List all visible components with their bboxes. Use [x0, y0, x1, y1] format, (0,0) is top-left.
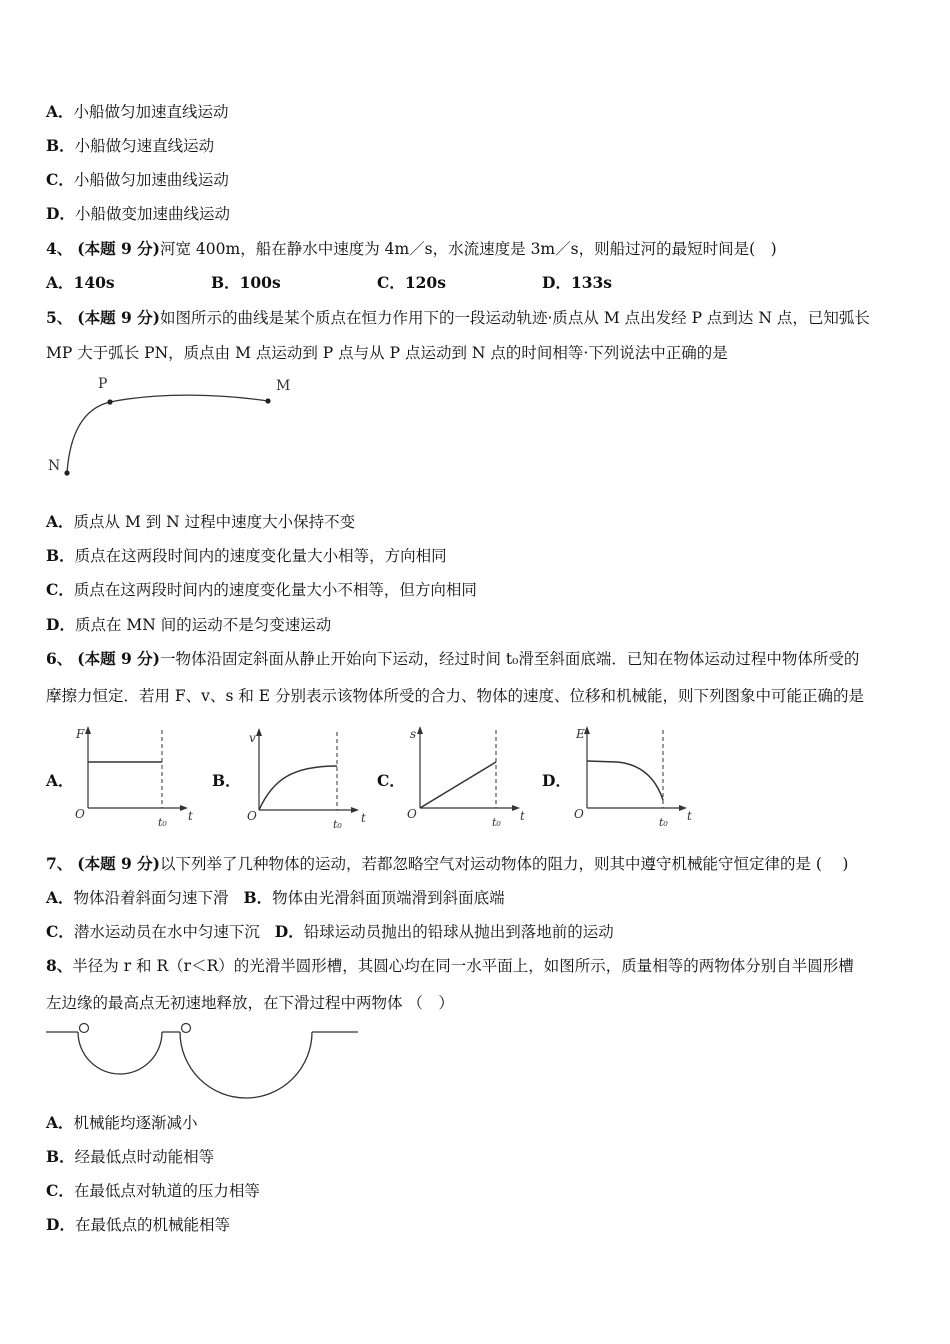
q6-c-t0: t₀ — [492, 816, 501, 829]
q6-graph-a — [72, 724, 202, 832]
q5-label-p: P — [98, 376, 108, 392]
q5-option-a: A．质点从 M 到 N 过程中速度大小保持不变 — [46, 512, 356, 531]
q6-graph-a-letter: A． — [46, 771, 74, 790]
q7-options-row1 — [46, 887, 505, 909]
q5-trajectory-curve — [67, 395, 268, 473]
q4-option-d: D．133s — [542, 273, 613, 292]
q6-a-ylabel: F — [76, 727, 85, 741]
q4-option-a: A．140s — [46, 273, 115, 292]
q7-option-a: A．物体沿着斜面匀速下滑 — [46, 888, 229, 907]
q3-option-d: D．小船做变加速曲线运动 — [46, 204, 230, 223]
q5-option-b: B．质点在这两段时间内的速度变化量大小相等，方向相同 — [46, 546, 447, 565]
q6-graph-c — [404, 724, 534, 832]
q7-options-row2 — [46, 921, 614, 943]
q6-d-xlabel: t — [687, 809, 692, 823]
q6-graph-b-letter: B． — [212, 771, 241, 790]
q8-small-ball — [80, 1024, 89, 1033]
q6-a-t0: t₀ — [158, 816, 167, 829]
q7-stem: 7、 (本题 9 分)以下列举了几种物体的运动，若都忽略空气对运动物体的阻力，则其中遵守机械能守恒定律的是 ( ) — [46, 854, 849, 873]
q6-stem-line1: 6、 (本题 9 分)一物体沿固定斜面从静止开始向下运动，经过时间 t₀滑至斜面底端．已知在物体运动过程中物体所受的 — [46, 649, 860, 668]
q4-option-b: B．100s — [211, 273, 281, 292]
q3-option-a: A．小船做匀加速直线运动 — [46, 102, 229, 121]
q3-option-b: B．小船做匀速直线运动 — [46, 136, 215, 155]
q6-d-origin: O — [574, 807, 584, 821]
q6-graph-c-letter: C． — [377, 771, 405, 790]
q6-a-origin: O — [75, 807, 85, 821]
q5-option-c: C．质点在这两段时间内的速度变化量大小不相等，但方向相同 — [46, 580, 477, 599]
q5-option-d: D．质点在 MN 间的运动不是匀变速运动 — [46, 615, 332, 634]
q8-small-groove — [78, 1032, 162, 1074]
q6-c-displacement-line — [420, 762, 496, 808]
q6-d-t0: t₀ — [659, 816, 668, 829]
q6-a-xlabel: t — [188, 809, 193, 823]
q5-point-p — [107, 399, 112, 404]
q5-point-m — [265, 398, 270, 403]
q5-label-m: M — [276, 378, 291, 394]
q6-b-velocity-curve — [259, 766, 337, 810]
q8-stem-line1: 8、半径为 r 和 R（r＜R）的光滑半圆形槽，其圆心均在同一水平面上，如图所示，质量相等的两物体分别自半圆形槽 — [46, 956, 854, 975]
q6-b-ylabel: v — [249, 731, 256, 745]
q6-c-ylabel: s — [410, 727, 417, 741]
q7-option-d: D．铅球运动员抛出的铅球从抛出到落地前的运动 — [274, 922, 614, 941]
q8-large-groove — [180, 1032, 312, 1098]
q6-b-origin: O — [247, 809, 257, 823]
q5-stem-line2: MP 大于弧长 PN，质点由 M 点运动到 P 点与从 P 点运动到 N 点的时间相等·下列说法中正确的是 — [46, 344, 728, 362]
q4-option-c: C．120s — [377, 273, 446, 292]
q8-option-b: B．经最低点时动能相等 — [46, 1147, 215, 1166]
q6-graph-d — [571, 724, 701, 832]
q8-option-c: C．在最低点对轨道的压力相等 — [46, 1181, 260, 1200]
q5-label-n: N — [48, 458, 61, 474]
q6-d-ylabel: E — [576, 727, 585, 741]
q6-c-origin: O — [407, 807, 417, 821]
q6-d-energy-curve — [587, 761, 663, 800]
q8-option-a: A．机械能均逐渐减小 — [46, 1113, 198, 1132]
q8-semicircle-grooves-figure — [40, 1018, 370, 1100]
q6-b-xlabel: t — [361, 811, 366, 825]
q8-stem-line2: 左边缘的最高点无初速地释放，在下滑过程中两物体 （ ） — [46, 994, 454, 1012]
q7-option-c: C．潜水运动员在水中匀速下沉 — [46, 922, 260, 941]
q8-large-ball — [182, 1024, 191, 1033]
q6-graph-d-letter: D． — [542, 771, 571, 790]
q6-b-t0: t₀ — [333, 818, 342, 831]
q3-option-c: C．小船做匀加速曲线运动 — [46, 170, 229, 189]
q6-graph-b — [243, 724, 373, 834]
q4-stem: 4、 (本题 9 分)河宽 400m，船在静水中速度为 4m／s，水流速度是 3m／s，则船过河的最短时间是( ) — [46, 239, 777, 258]
q6-stem-line2: 摩擦力恒定．若用 F、v、s 和 E 分别表示该物体所受的合力、物体的速度、位移和机械能，则下列图象中可能正确的是 — [46, 687, 864, 705]
q5-stem-line1: 5、 (本题 9 分)如图所示的曲线是某个质点在恒力作用下的一段运动轨迹·质点从 M 点出发经 P 点到达 N 点，已知弧长 — [46, 308, 870, 327]
q5-point-n — [64, 470, 69, 475]
q5-trajectory-figure — [40, 370, 310, 485]
q7-option-b: B．物体由光滑斜面顶端滑到斜面底端 — [243, 888, 505, 907]
q8-option-d: D．在最低点的机械能相等 — [46, 1215, 230, 1234]
q6-c-xlabel: t — [520, 809, 525, 823]
